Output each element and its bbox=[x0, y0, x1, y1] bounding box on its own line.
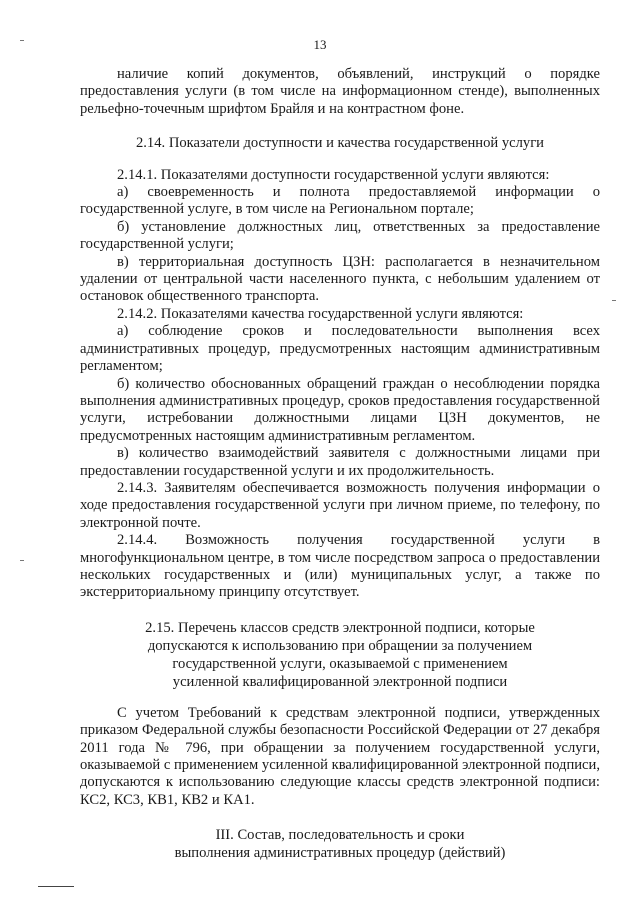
list-item-b-quality: б) количество обоснованных обращений граждан о несоблюдении порядка выполнения административных процедур, сроков предоставления государственной услуги, истребовании должностными лицами ЦЗН документов, не предусмотренных настоящим административным регламентом. bbox=[80, 375, 600, 444]
paragraph-2-15: С учетом Требований к средствам электронной подписи, утвержденных приказом Федеральной службы безопасности Российской Федерации от 27 декабря 2011 года № 796, при обращении за получением государственной услуги, оказываемой с применением усиленной квалифицированной электронной подписи, допускаются к использованию следующие классы средств электронной подписи: КС2, КС3, КВ1, КВ2 и КА1. bbox=[80, 704, 600, 808]
heading-line: государственной услуги, оказываемой с применением bbox=[172, 655, 508, 672]
scan-mark bbox=[20, 40, 24, 41]
paragraph-2-14-1: 2.14.1. Показателями доступности государственной услуги являются: bbox=[117, 166, 550, 183]
footnote-separator bbox=[38, 886, 74, 887]
paragraph-2-14-3: 2.14.3. Заявителям обеспечивается возможность получения информации о ходе предоставления государственной услуги при личном приеме, по телефону, по электронной почте. bbox=[80, 479, 600, 531]
section-heading-iii bbox=[80, 826, 600, 862]
heading-line: III. Состав, последовательность и сроки bbox=[215, 827, 465, 844]
list-item-a-availability: а) своевременность и полнота предоставляемой информации о государственной услуге, в том числе на Региональном портале; bbox=[80, 184, 600, 218]
list-item-v-availability: в) территориальная доступность ЦЗН: располагается в незначительном удалении от центральной части населенного пункта, с небольшим удалением от остановок общественного транспорта. bbox=[80, 253, 600, 305]
heading-line: 2.15. Перечень классов средств электронной подписи, которые bbox=[145, 619, 535, 636]
list-item-a-quality: а) соблюдение сроков и последовательности выполнения всех административных процедур, предусмотренных настоящим административным регламентом; bbox=[80, 323, 600, 375]
heading-line: усиленной квалифицированной электронной подписи bbox=[172, 673, 508, 690]
list-item-b-availability: б) установление должностных лиц, ответственных за предоставление государственной услуги; bbox=[80, 218, 600, 253]
section-heading-2-15 bbox=[80, 619, 600, 691]
heading-line: выполнения административных процедур (действий) bbox=[174, 845, 506, 862]
paragraph-2-14-4: 2.14.4. Возможность получения государственной услуги в многофункциональном центре, в том числе посредством запроса о предоставлении нескольких государственных и (или) муниципальных услуг, а также по экстерриториальному принципу отсутствует. bbox=[80, 532, 600, 601]
page-number: 13 bbox=[313, 37, 327, 52]
section-heading-2-14: 2.14. Показатели доступности и качества государственной услуги bbox=[135, 135, 544, 152]
heading-line: допускаются к использованию при обращении за получением bbox=[147, 637, 533, 654]
scan-mark bbox=[20, 560, 24, 561]
paragraph-braille-notice: наличие копий документов, объявлений, инструкций о порядке предоставления услуги (в том числе на информационном стенде), выполненных рельефно-точечным шрифтом Брайля и на контрастном фоне. bbox=[80, 66, 600, 117]
document-body bbox=[80, 66, 600, 862]
list-item-v-quality: в) количество взаимодействий заявителя с должностными лицами при предоставлении государственной услуги и их продолжительность. bbox=[80, 445, 600, 479]
scan-mark bbox=[612, 300, 616, 301]
paragraph-2-14-2: 2.14.2. Показателями качества государственной услуги являются: bbox=[117, 305, 524, 322]
